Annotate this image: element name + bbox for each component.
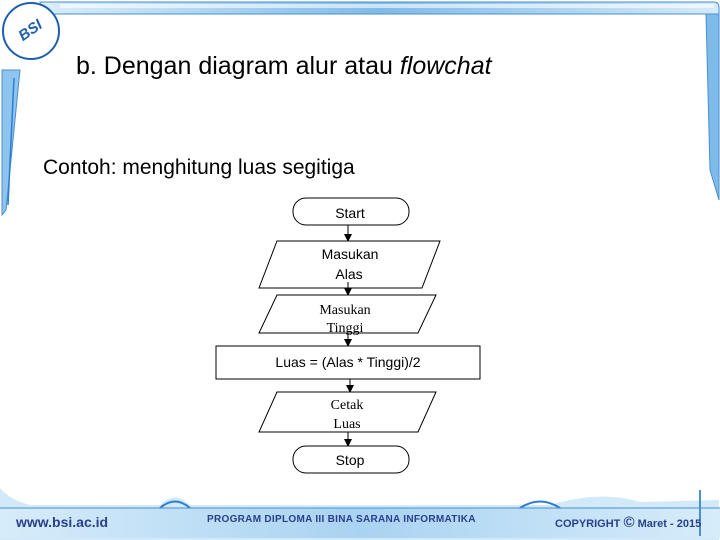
bsi-logo-text: BSI (15, 16, 46, 45)
copyright-symbol: © (623, 514, 635, 531)
output-line2: Luas (333, 417, 361, 432)
start-label: Start (335, 205, 365, 221)
input-alas-line1: Masukan (321, 246, 379, 262)
process-label: Luas = (Alas * Tinggi)/2 (275, 354, 421, 370)
input-tinggi-line2: Tinggi (326, 321, 364, 336)
input-tinggi-line1: Masukan (319, 303, 371, 318)
input-alas-line2: Alas (335, 266, 363, 282)
footer-url: www.bsi.ac.id (16, 514, 109, 530)
slide-title-text: b. Dengan diagram alur atau (76, 52, 400, 80)
footer-program: PROGRAM DIPLOMA III BINA SARANA INFORMATIKA (207, 514, 476, 525)
stop-label: Stop (335, 452, 365, 468)
slide-subtitle: Contoh: menghitung luas segitiga (43, 156, 355, 179)
footer-copyright (555, 514, 701, 531)
slide-title-emphasis: flowchat (399, 52, 492, 80)
copyright-date: Maret - 2015 (637, 518, 702, 530)
output-line1: Cetak (330, 398, 364, 413)
copyright-prefix: COPYRIGHT (555, 518, 621, 530)
